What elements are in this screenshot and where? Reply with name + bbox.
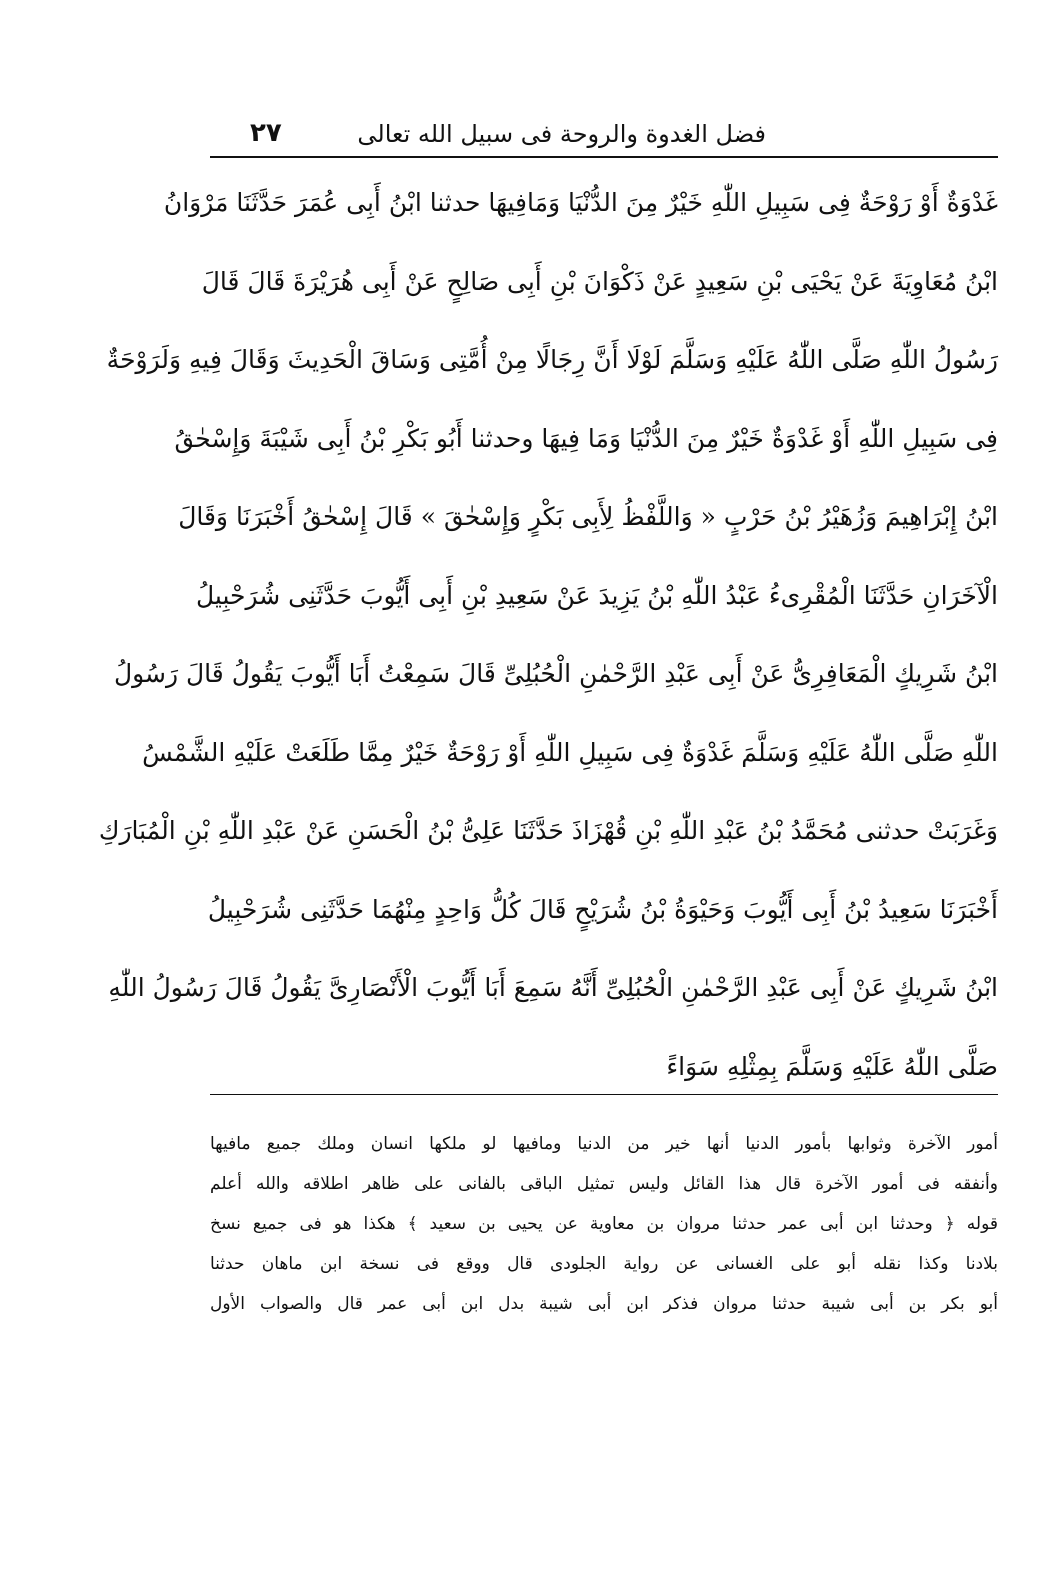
hadith-line: اللّٰهِ صَلَّى اللّٰهُ عَلَيْهِ وَسَلَّمَ غَدْوَةٌ فِى سَبِيلِ اللّٰهِ أَوْ رَوْحَةٌ خَيْرٌ مِمَّا طَلَعَتْ عَلَيْهِ الشَّمْسُ (142, 737, 998, 767)
commentary-line: بلادنا وكذا نقله أبو على الغسانى عن رواية الجلودى قال ووقع فى نسخة ابن ماهان حدثنا (210, 1254, 998, 1274)
hadith-line: صَلَّى اللّٰهُ عَلَيْهِ وَسَلَّمَ بِمِثْلِهِ سَوَاءً (666, 1051, 998, 1081)
commentary-line: أبو بكر بن أبى شيبة حدثنا مروان فذكر ابن أبى شيبة بدل ابن أبى عمر قال والصواب الأول (210, 1294, 998, 1314)
running-title: فضل الغدوة والروحة فى سبيل الله تعالى (357, 120, 766, 148)
hadith-line: وَغَرَبَتْ حدثنى مُحَمَّدُ بْنُ عَبْدِ اللّٰهِ بْنِ قُهْزَاذَ حَدَّثَنَا عَلِىُّ بْنُ الْحَسَنِ عَنْ عَبْدِ اللّٰهِ بْنِ الْمُبَارَكِ (98, 816, 998, 845)
page-number: ٢٧ (250, 118, 282, 148)
hadith-line: فِى سَبِيلِ اللّٰهِ أَوْ غَدْوَةٌ خَيْرٌ مِنَ الدُّنْيَا وَمَا فِيهَا وحدثنا أَبُو بَكْرِ بْنُ أَبِى شَيْبَةَ وَإِسْحٰقُ (174, 423, 998, 453)
commentary-text (210, 1124, 998, 1324)
page-header (210, 108, 998, 158)
commentary-line: أمور الآخرة وثوابها بأمور الدنيا أنها خير من الدنيا ومافيها لو ملكها انسان وملك جميع مافيها (210, 1134, 998, 1154)
hadith-line: أَخْبَرَنَا سَعِيدُ بْنُ أَبِى أَيُّوبَ وَحَيْوَةُ بْنُ شُرَيْحٍ قَالَ كُلُّ وَاحِدٍ مِنْهُمَا حَدَّثَنِى شُرَحْبِيلُ (207, 894, 998, 924)
commentary-divider (210, 1094, 998, 1095)
header-divider (210, 156, 998, 158)
hadith-line: ابْنُ مُعَاوِيَةَ عَنْ يَحْيَى بْنِ سَعِيدٍ عَنْ ذَكْوَانَ بْنِ أَبِى صَالِحٍ عَنْ أَبِى هُرَيْرَةَ قَالَ قَالَ (201, 266, 998, 296)
hadith-line: الْآخَرَانِ حَدَّثَنَا الْمُقْرِىءُ عَبْدُ اللّٰهِ بْنُ يَزِيدَ عَنْ سَعِيدِ بْنِ أَبِى أَيُّوبَ حَدَّثَنِى شُرَحْبِيلُ (195, 580, 998, 610)
commentary-line: وأنفقه فى أمور الآخرة قال هذا القائل وليس تمثيل الباقى بالفانى على ظاهر اطلاقه والله أعلم (210, 1174, 998, 1194)
hadith-line: رَسُولُ اللّٰهِ صَلَّى اللّٰهُ عَلَيْهِ وَسَلَّمَ لَوْلَا أَنَّ رِجَالًا مِنْ أُمَّتِى وَسَاقَ الْحَدِيثَ وَقَالَ فِيهِ وَلَرَوْحَةٌ (106, 345, 998, 374)
hadith-line: ابْنُ شَرِيكٍ الْمَعَافِرِىُّ عَنْ أَبِى عَبْدِ الرَّحْمٰنِ الْحُبُلِىِّ قَالَ سَمِعْتُ أَبَا أَيُّوبَ يَقُولُ قَالَ رَسُولُ (113, 659, 998, 688)
commentary-line: قوله ﴿ وحدثنا ابن أبى عمر حدثنا مروان بن معاوية عن يحيى بن سعيد ﴾ هكذا هو فى جميع نسخ (210, 1214, 998, 1234)
hadith-line: غَدْوَةٌ أَوْ رَوْحَةٌ فِى سَبِيلِ اللّٰهِ خَيْرٌ مِنَ الدُّنْيَا وَمَافِيهَا حدثنا ابْنُ أَبِى عُمَرَ حَدَّثَنَا مَرْوَانُ (163, 188, 998, 217)
hadith-text (98, 164, 998, 1106)
hadith-line: ابْنُ إِبْرَاهِيمَ وَزُهَيْرُ بْنُ حَرْبٍ « وَاللَّفْظُ لِأَبِى بَكْرٍ وَإِسْحٰقَ » قَالَ إِسْحٰقُ أَخْبَرَنَا وَقَالَ (178, 502, 998, 531)
hadith-line: ابْنُ شَرِيكٍ عَنْ أَبِى عَبْدِ الرَّحْمٰنِ الْحُبُلِىِّ أَنَّهُ سَمِعَ أَبَا أَيُّوبَ الْأَنْصَارِىَّ يَقُولُ قَالَ رَسُولُ اللّٰهِ (108, 973, 998, 1002)
